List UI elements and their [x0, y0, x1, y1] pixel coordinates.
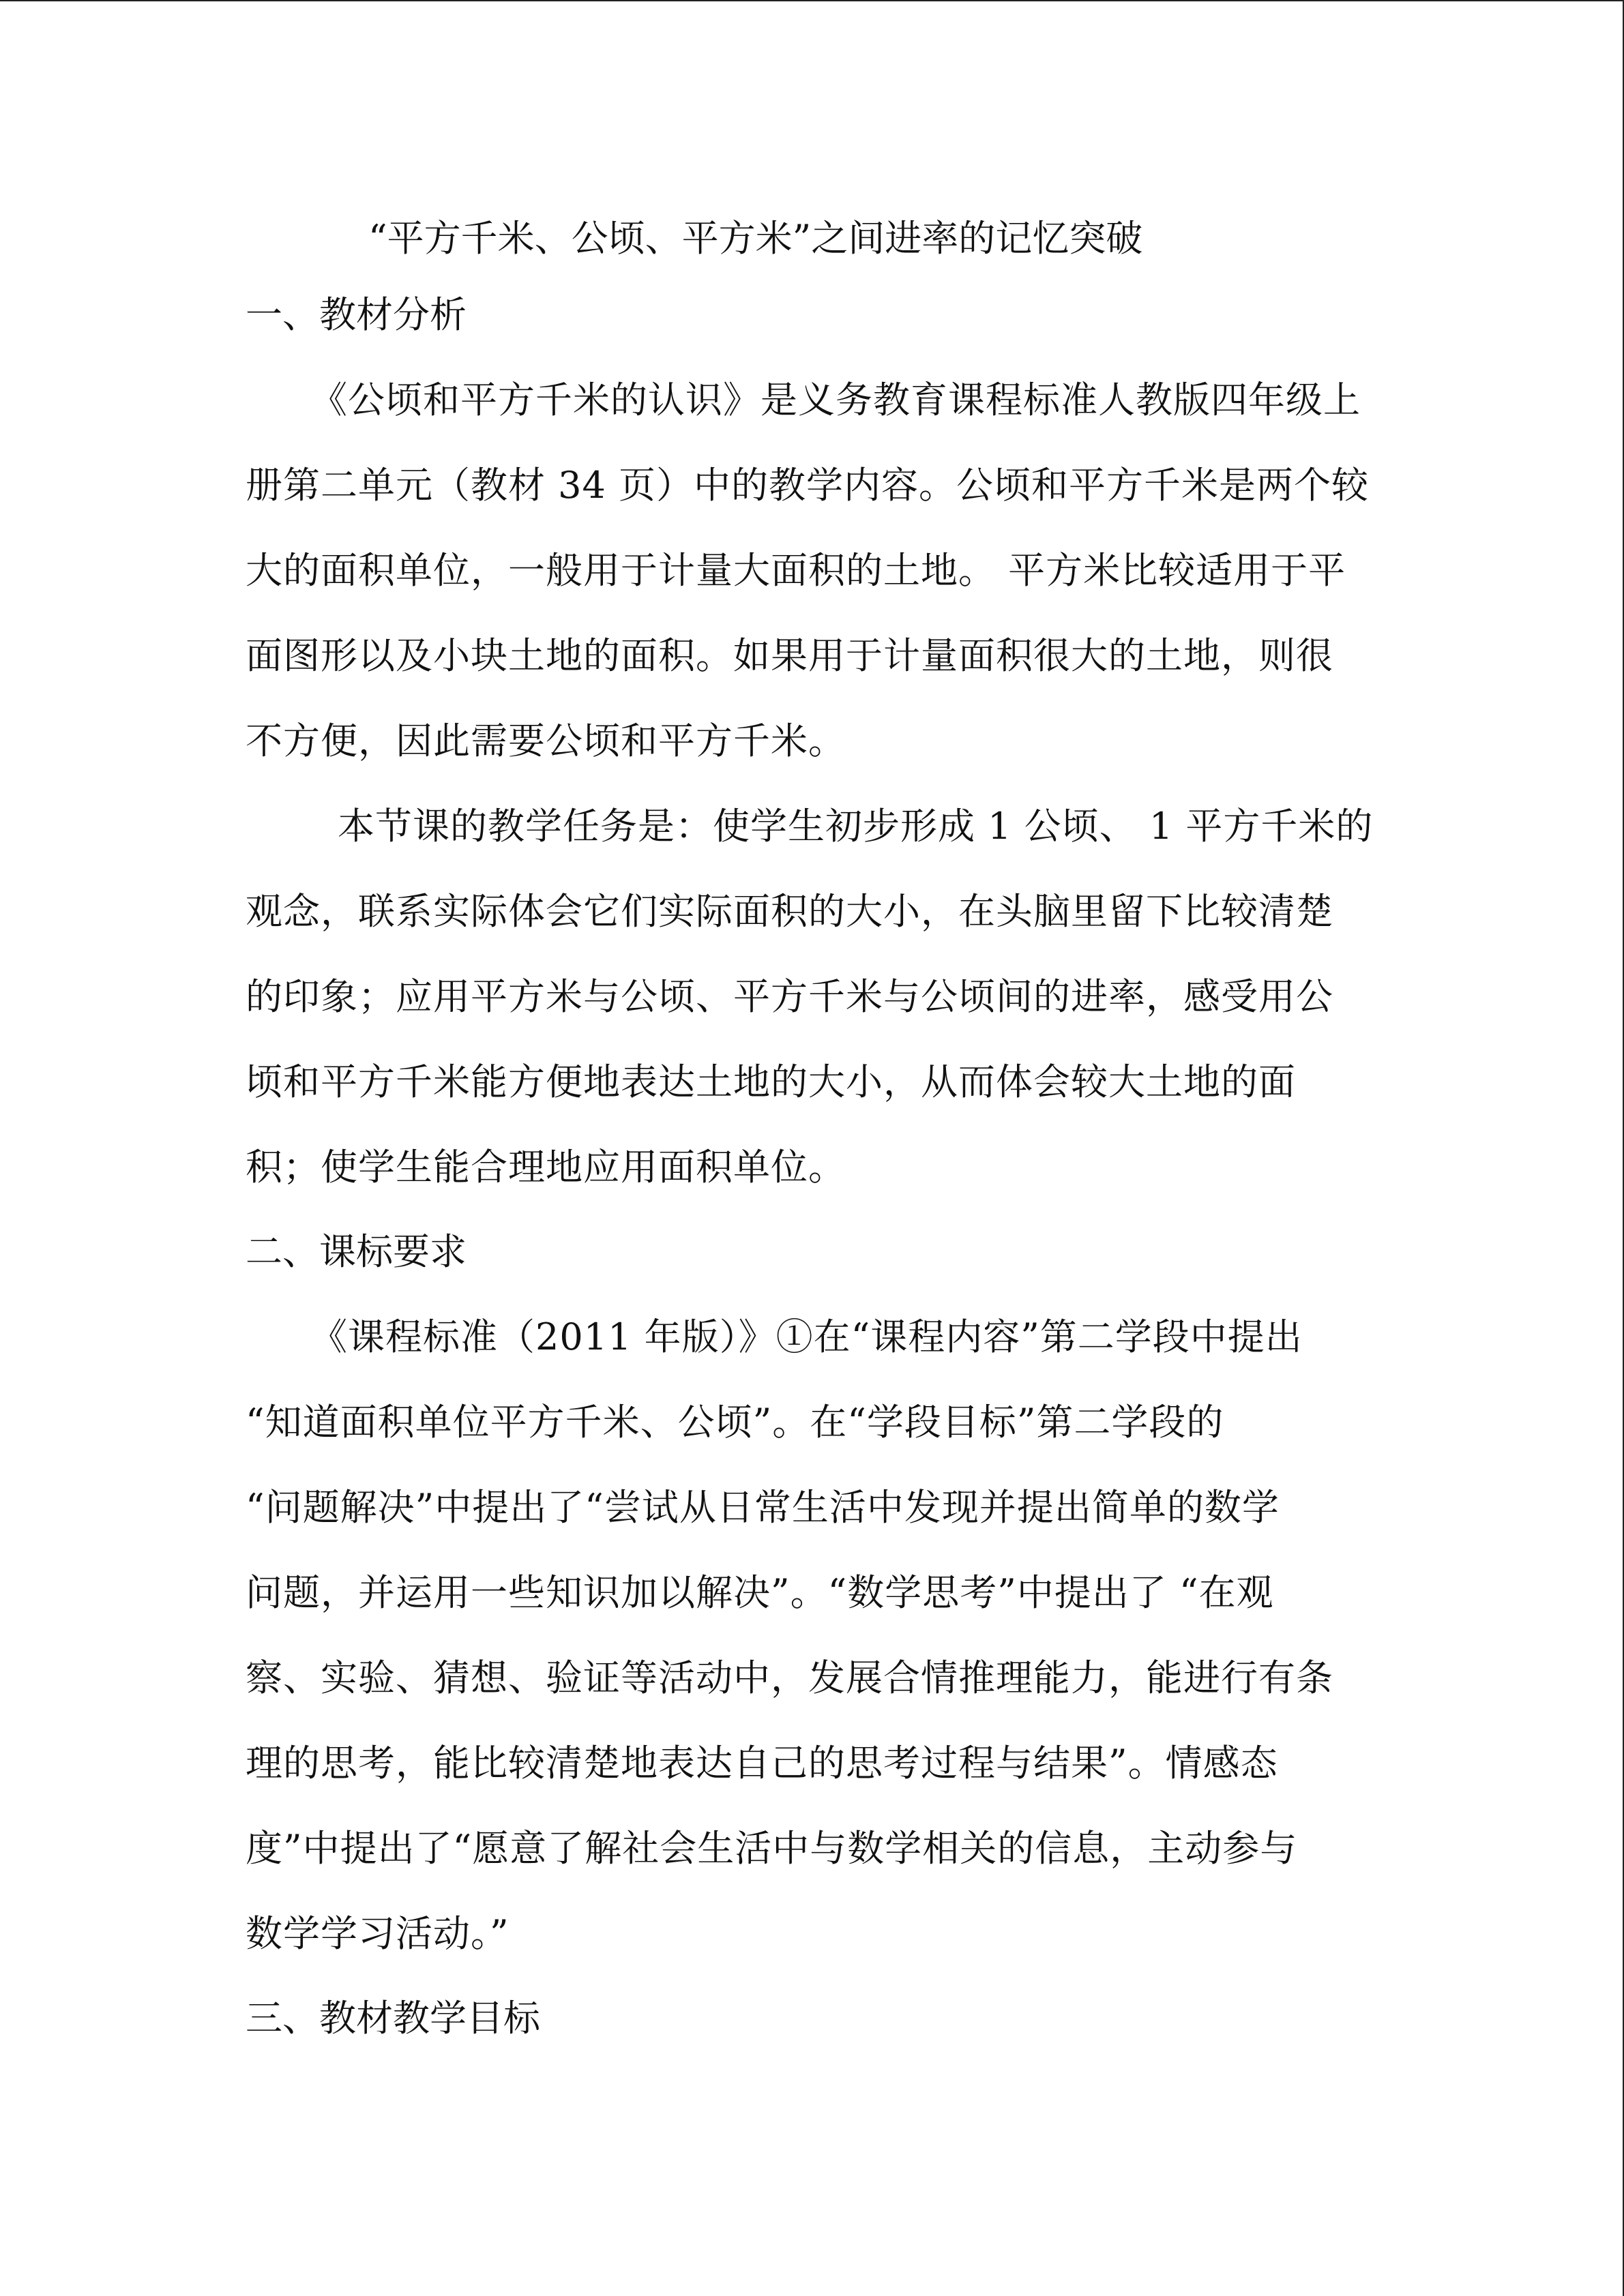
text-line: 理的思考，能比较清楚地表达自己的思考过程与结果”。情感态 [246, 1742, 1278, 1785]
document-body [246, 205, 1378, 2061]
text-line: 察、实验、猜想、验证等活动中，发展合情推理能力，能进行有条 [246, 1656, 1333, 1699]
section-heading-teaching-material-analysis: 一、教材分析 [246, 293, 467, 336]
text-line: 大的面积单位，一般用于计量大面积的土地。 平方米比较适用于平 [246, 549, 1346, 592]
text-line: 观念，联系实际体会它们实际面积的大小，在头脑里留下比较清楚 [246, 890, 1333, 933]
text-line: “知道面积单位平方千米、公顷”。在“学段目标”第二学段的 [246, 1401, 1224, 1444]
text-line: 顷和平方千米能方便地表达土地的大小，从而体会较大土地的面 [246, 1060, 1296, 1103]
text-line: 积；使学生能合理地应用面积单位。 [246, 1146, 846, 1189]
text-line: 册第二单元（教材 34 页）中的教学内容。公顷和平方千米是两个较 [246, 464, 1370, 507]
text-line: 不方便，因此需要公顷和平方千米。 [246, 719, 846, 762]
text-line: 《公顷和平方千米的认识》是义务教育课程标准人教版四年级上 [310, 378, 1361, 421]
section-heading-teaching-objectives: 三、教材教学目标 [246, 1997, 540, 2040]
paragraph-curriculum-standards [246, 1294, 1378, 1976]
text-line: 度”中提出了“愿意了解社会生活中与数学相关的信息，主动参与 [246, 1827, 1298, 1870]
paragraph-material-intro [246, 357, 1378, 784]
text-line: 的印象；应用平方米与公顷、平方千米与公顷间的进率，感受用公 [246, 975, 1333, 1018]
section-heading-curriculum-requirements: 二、课标要求 [246, 1230, 467, 1273]
document-title: “平方千米、公顷、平方米”之间进率的记忆突破 [368, 217, 1143, 260]
paragraph-lesson-tasks [246, 784, 1378, 1210]
text-line: 数学学习活动。” [246, 1912, 510, 1955]
text-line: 本节课的教学任务是：使学生初步形成 1 公顷、 1 平方千米的 [338, 805, 1374, 848]
text-line: 问题，并运用一些知识加以解决”。“数学思考”中提出了 “在观 [246, 1571, 1274, 1614]
text-line: 面图形以及小块土地的面积。如果用于计量面积很大的土地，则很 [246, 634, 1333, 677]
text-line: 《课程标准（2011 年版）》①在“课程内容”第二学段中提出 [310, 1315, 1303, 1358]
text-line: “问题解决”中提出了“尝试从日常生活中发现并提出简单的数学 [246, 1486, 1280, 1529]
